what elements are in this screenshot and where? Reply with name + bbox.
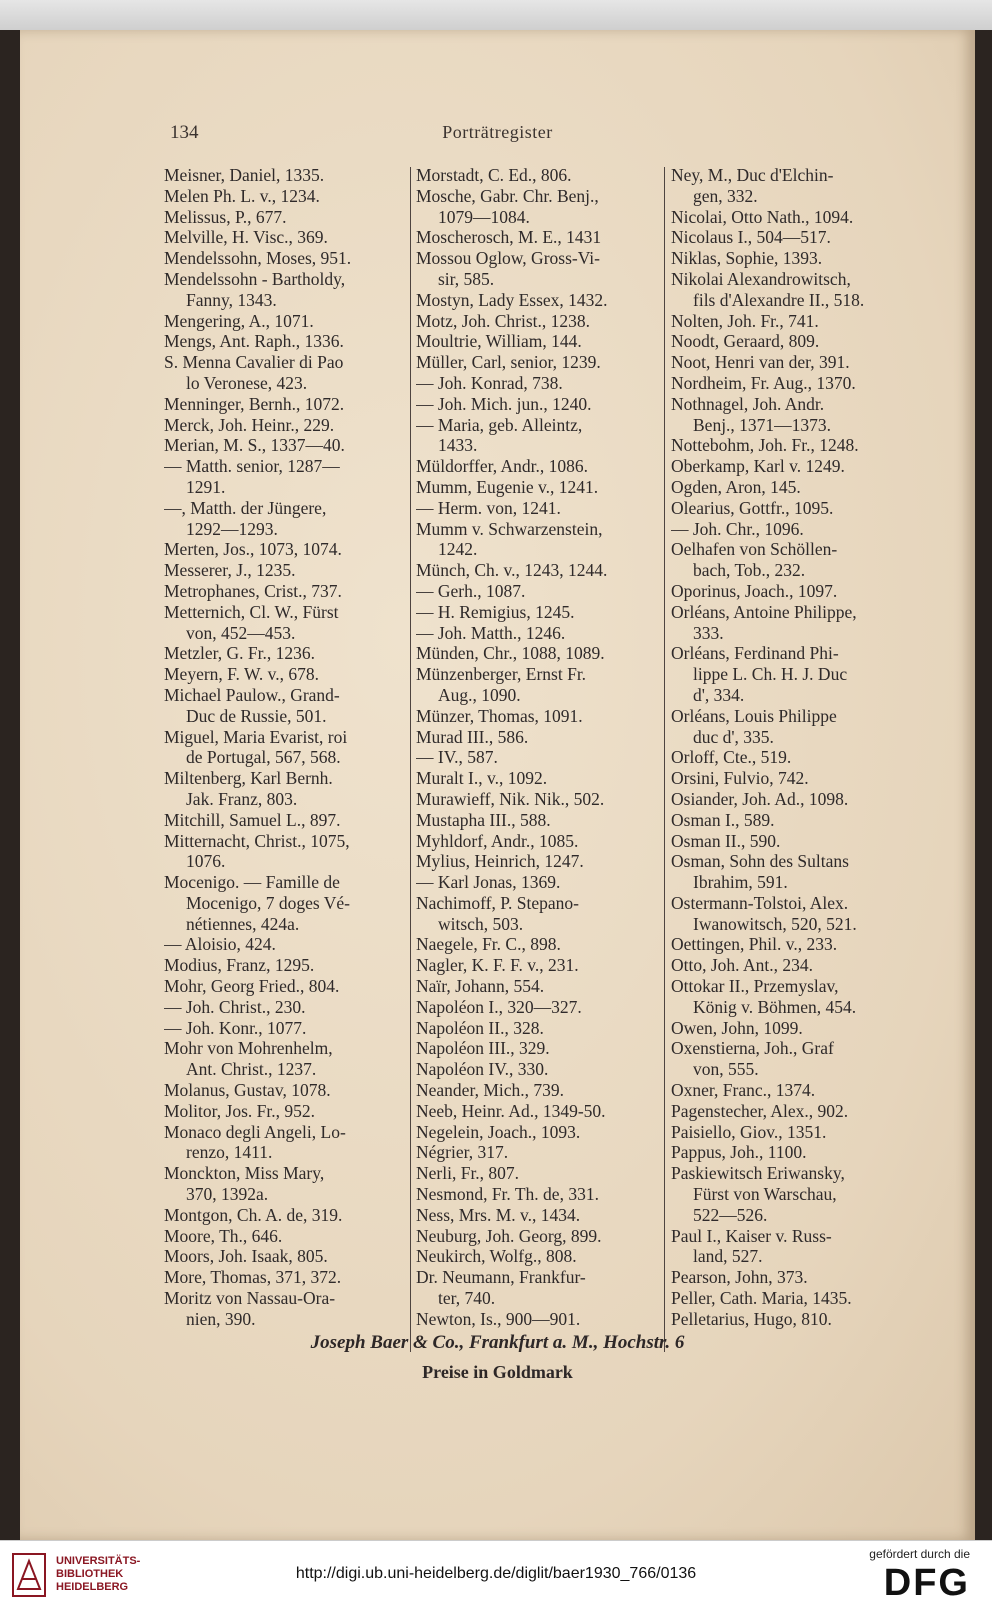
index-entry: Merck, Joh. Heinr., 229. (164, 414, 335, 435)
index-column-2 (416, 165, 661, 1355)
index-entry: Negelein, Joach., 1093. (416, 1121, 581, 1142)
index-entry: — H. Remigius, 1245. (416, 601, 575, 622)
index-entry: Pagenstecher, Alex., 902. (671, 1100, 849, 1121)
index-entry-continuation: 1292—1293. (186, 518, 278, 539)
index-entry: Modius, Franz, 1295. (164, 955, 315, 976)
index-entry-continuation: de Portugal, 567, 568. (186, 747, 341, 768)
index-entry: Miguel, Maria Evarist, roi (164, 726, 348, 747)
index-entry: Noot, Henri van der, 391. (671, 352, 850, 373)
index-entry: Mossou Oglow, Gross-Vi- (416, 248, 600, 269)
index-entry: — Maria, geb. Alleintz, (416, 414, 583, 435)
index-entry: Osman II., 590. (671, 830, 781, 851)
index-column-1 (164, 165, 404, 1355)
index-entry: Orsini, Fulvio, 742. (671, 768, 809, 789)
index-entry: Nolten, Joh. Fr., 741. (671, 310, 819, 331)
index-entry: Mostyn, Lady Essex, 1432. (416, 289, 608, 310)
index-entry: Orléans, Ferdinand Phi- (671, 643, 839, 664)
index-entry-continuation: witsch, 503. (438, 913, 524, 934)
index-entry: Neuburg, Joh. Georg, 899. (416, 1225, 602, 1246)
index-entry-continuation: gen, 332. (693, 185, 758, 206)
index-entry: Naegele, Fr. C., 898. (416, 934, 561, 955)
index-entry: Nothnagel, Joh. Andr. (671, 393, 825, 414)
index-entry: Myhldorf, Andr., 1085. (416, 830, 579, 851)
index-entry-continuation: lo Veronese, 423. (186, 372, 308, 393)
index-entry-continuation: renzo, 1411. (186, 1142, 273, 1163)
index-entry: Oxner, Franc., 1374. (671, 1080, 816, 1101)
price-note: Preise in Goldmark (422, 1362, 573, 1382)
index-column-3 (671, 165, 917, 1355)
index-entry: Montgon, Ch. A. de, 319. (164, 1204, 343, 1225)
column-divider (664, 167, 665, 1352)
index-entry: Mengering, A., 1071. (164, 310, 314, 331)
index-entry: Müller, Carl, senior, 1239. (416, 352, 601, 373)
running-head: Porträtregister (442, 122, 553, 142)
index-entry-continuation: Fürst von Warschau, (693, 1184, 837, 1205)
index-entry: Meisner, Daniel, 1335. (164, 165, 325, 185)
index-entry: — Joh. Matth., 1246. (416, 622, 566, 643)
permalink-url[interactable]: http://digi.ub.uni-heidelberg.de/diglit/baer1930_766/0136 (295, 1565, 697, 1582)
index-entry: Moscherosch, M. E., 1431 (416, 227, 602, 248)
index-entry: Moore, Th., 646. (164, 1225, 283, 1246)
index-entry: Osman, Sohn des Sultans (671, 851, 849, 872)
index-entry: Nerli, Fr., 807. (416, 1163, 520, 1184)
index-entry: Münzer, Thomas, 1091. (416, 705, 583, 726)
index-entry: More, Thomas, 371, 372. (164, 1267, 342, 1288)
index-entry-continuation: 1076. (186, 851, 226, 872)
index-entry: — Joh. Chr., 1096. (671, 518, 804, 539)
index-entry-continuation: 1079—1084. (438, 206, 530, 227)
index-entry: Ney, M., Duc d'Elchin- (671, 165, 834, 185)
index-entry: Otto, Joh. Ant., 234. (671, 955, 813, 976)
index-entry: — Joh. Konrad, 738. (416, 372, 563, 393)
index-entry-continuation: d', 334. (693, 684, 745, 705)
index-entry: Mocenigo. — Famille de (164, 872, 340, 893)
index-entry: Neukirch, Wolfg., 808. (416, 1246, 577, 1267)
index-entry: Molanus, Gustav, 1078. (164, 1080, 331, 1101)
index-entry: Paul I., Kaiser v. Russ- (671, 1225, 832, 1246)
publisher-line: Joseph Baer & Co., Frankfurt a. M., Hochstr. 6 (310, 1332, 685, 1353)
index-entry: Pelletarius, Hugo, 810. (671, 1308, 832, 1329)
index-entry: — Herm. von, 1241. (416, 497, 561, 518)
index-entry: Dr. Neumann, Frankfur- (416, 1267, 586, 1288)
index-entry: Napoléon I., 320—327. (416, 996, 582, 1017)
index-entry: Nikolai Alexandrowitsch, (671, 268, 851, 289)
index-entry: Murad III., 586. (416, 726, 529, 747)
index-entry: Melen Ph. L. v., 1234. (164, 185, 320, 206)
index-entry-continuation: nétiennes, 424a. (186, 913, 300, 934)
index-entry: Oelhafen von Schöllen- (671, 539, 838, 560)
index-entry-continuation: Ibrahim, 591. (693, 872, 788, 893)
index-entry: Peller, Cath. Maria, 1435. (671, 1288, 852, 1309)
index-entry: Mendelssohn, Moses, 951. (164, 248, 352, 269)
index-entry: Osiander, Joh. Ad., 1098. (671, 788, 849, 809)
index-entry: — Joh. Mich. jun., 1240. (416, 393, 592, 414)
column-divider (410, 167, 411, 1352)
dfg-logo: DFG (883, 1562, 970, 1604)
page-header (20, 122, 975, 152)
index-entry-continuation: sir, 585. (438, 268, 495, 289)
index-entry: Noodt, Geraard, 809. (671, 331, 820, 352)
library-name-line: BIBLIOTHEK (56, 1568, 124, 1580)
index-entry: Nordheim, Fr. Aug., 1370. (671, 372, 856, 393)
index-entry: Morstadt, C. Ed., 806. (416, 165, 572, 185)
index-entry: Menninger, Bernh., 1072. (164, 393, 345, 414)
index-entry: S. Menna Cavalier di Pao (164, 352, 344, 373)
index-entry: Moritz von Nassau-Ora- (164, 1288, 336, 1309)
index-entry-continuation: land, 527. (693, 1246, 763, 1267)
index-entry-continuation: 1291. (186, 476, 226, 497)
index-entry: Melissus, P., 677. (164, 206, 287, 227)
index-entry: Michael Paulow., Grand- (164, 684, 340, 705)
index-entry-continuation: von, 555. (693, 1059, 759, 1080)
index-entry: Oporinus, Joach., 1097. (671, 580, 838, 601)
index-entry-continuation: 333. (693, 622, 724, 643)
index-entry-continuation: Aug., 1090. (438, 684, 521, 705)
index-entry: Nachimoff, P. Stepano- (416, 892, 579, 913)
index-entry: Meyern, F. W. v., 678. (164, 664, 319, 685)
index-entry: Muralt I., v., 1092. (416, 768, 548, 789)
index-entry: Napoléon III., 329. (416, 1038, 550, 1059)
index-entry: Münzenberger, Ernst Fr. (416, 664, 587, 685)
index-entry-continuation: Fanny, 1343. (186, 289, 277, 310)
index-entry: — Karl Jonas, 1369. (416, 872, 561, 893)
index-entry: Olearius, Gottfr., 1095. (671, 497, 834, 518)
index-entry: Naïr, Johann, 554. (416, 976, 545, 997)
index-entry: Neander, Mich., 739. (416, 1080, 565, 1101)
index-entry: — Matth. senior, 1287— (164, 456, 340, 477)
index-entry: Niklas, Sophie, 1393. (671, 248, 823, 269)
index-entry: Paisiello, Giov., 1351. (671, 1121, 827, 1142)
index-entry-continuation: Jak. Franz, 803. (186, 788, 298, 809)
index-entry: Owen, John, 1099. (671, 1017, 803, 1038)
index-entry: Napoléon IV., 330. (416, 1059, 549, 1080)
index-entry-continuation: König v. Böhmen, 454. (693, 996, 857, 1017)
index-entry: Ogden, Aron, 145. (671, 476, 801, 497)
index-entry: Merian, M. S., 1337—40. (164, 435, 345, 456)
index-entry: Mohr, Georg Fried., 804. (164, 976, 340, 997)
index-entry: Müldorffer, Andr., 1086. (416, 456, 589, 477)
index-entry: — Aloisio, 424. (164, 934, 276, 955)
index-entry-continuation: ter, 740. (438, 1288, 496, 1309)
index-entry: Newton, Is., 900—901. (416, 1308, 581, 1329)
index-entry-continuation: 370, 1392a. (186, 1184, 269, 1205)
index-entry: Mitternacht, Christ., 1075, (164, 830, 350, 851)
index-entry-continuation: Ant. Christ., 1237. (186, 1059, 317, 1080)
page-number: 134 (170, 122, 199, 143)
index-entry: Oettingen, Phil. v., 233. (671, 934, 838, 955)
index-entry: Mosche, Gabr. Chr. Benj., (416, 185, 599, 206)
index-entry: Murawieff, Nik. Nik., 502. (416, 788, 605, 809)
index-entry: Ostermann-Tolstoi, Alex. (671, 892, 849, 913)
index-entry-continuation: Mocenigo, 7 doges Vé- (186, 892, 350, 913)
index-entry-continuation: nien, 390. (186, 1308, 256, 1329)
index-entry-continuation: fils d'Alexandre II., 518. (693, 289, 865, 310)
index-entry-continuation: 1433. (438, 435, 478, 456)
index-entry: Monckton, Miss Mary, (164, 1163, 325, 1184)
index-entry: Paskiewitsch Eriwansky, (671, 1163, 845, 1184)
index-entry-continuation: Iwanowitsch, 520, 521. (693, 913, 857, 934)
index-entry: Motz, Joh. Christ., 1238. (416, 310, 591, 331)
index-entry: Mitchill, Samuel L., 897. (164, 809, 341, 830)
index-entry: Ness, Mrs. M. v., 1434. (416, 1204, 581, 1225)
index-entry: Mendelssohn - Bartholdy, (164, 268, 346, 289)
index-entry: Mylius, Heinrich, 1247. (416, 851, 584, 872)
index-entry: — IV., 587. (416, 747, 498, 768)
index-entry: Neeb, Heinr. Ad., 1349-50. (416, 1100, 606, 1121)
index-entry: Messerer, J., 1235. (164, 560, 296, 581)
index-entry: Metternich, Cl. W., Fürst (164, 601, 339, 622)
index-entry: —, Matth. der Jüngere, (164, 497, 327, 518)
index-entry: Monaco degli Angeli, Lo- (164, 1121, 346, 1142)
index-entry-continuation: Benj., 1371—1373. (693, 414, 832, 435)
index-entry: Moultrie, William, 144. (416, 331, 582, 352)
library-name-line: UNIVERSITÄTS- (56, 1555, 141, 1567)
index-entry: Pappus, Joh., 1100. (671, 1142, 807, 1163)
index-entry: Mustapha III., 588. (416, 809, 551, 830)
sponsor-caption: gefördert durch die (869, 1547, 970, 1561)
index-entry-continuation: 522—526. (693, 1204, 768, 1225)
index-entry: Molitor, Jos. Fr., 952. (164, 1100, 315, 1121)
library-name-line: HEIDELBERG (56, 1581, 129, 1593)
index-entry: Oxenstierna, Joh., Graf (671, 1038, 834, 1059)
index-entry: Moors, Joh. Isaak, 805. (164, 1246, 328, 1267)
index-entry: Nesmond, Fr. Th. de, 331. (416, 1184, 599, 1205)
scan-top-edge (0, 0, 992, 30)
index-entry: Miltenberg, Karl Bernh. (164, 768, 333, 789)
index-entry: Nicolaus I., 504—517. (671, 227, 831, 248)
index-entry-continuation: duc d', 335. (693, 726, 774, 747)
index-entry-continuation: 1242. (438, 539, 478, 560)
index-entry: Osman I., 589. (671, 809, 775, 830)
index-entry: Melville, H. Visc., 369. (164, 227, 328, 248)
index-entry: Pearson, John, 373. (671, 1267, 808, 1288)
index-entry: Napoléon II., 328. (416, 1017, 544, 1038)
index-entry-continuation: von, 452—453. (186, 622, 296, 643)
index-entry: Nicolai, Otto Nath., 1094. (671, 206, 854, 227)
book-page (20, 30, 975, 1540)
index-entry-continuation: Duc de Russie, 501. (186, 705, 327, 726)
index-entry: Merten, Jos., 1073, 1074. (164, 539, 342, 560)
index-entry: Ottokar II., Przemyslav, (671, 976, 839, 997)
index-entry: Metzler, G. Fr., 1236. (164, 643, 315, 664)
index-entry: Mumm v. Schwarzenstein, (416, 518, 603, 539)
index-entry: — Gerh., 1087. (416, 580, 526, 601)
index-entry: Münch, Ch. v., 1243, 1244. (416, 560, 608, 581)
index-entry: Orléans, Antoine Philippe, (671, 601, 857, 622)
index-entry-continuation: bach, Tob., 232. (693, 560, 806, 581)
index-entry: Oberkamp, Karl v. 1249. (671, 456, 845, 477)
index-entry: Mohr von Mohrenhelm, (164, 1038, 333, 1059)
index-entry: Négrier, 317. (416, 1142, 509, 1163)
digitization-bar (0, 1540, 992, 1611)
index-entry: Münden, Chr., 1088, 1089. (416, 643, 605, 664)
index-entry: Nottebohm, Joh. Fr., 1248. (671, 435, 859, 456)
index-entry: — Joh. Konr., 1077. (164, 1017, 307, 1038)
index-entry: Orléans, Louis Philippe (671, 705, 837, 726)
index-entry: Mumm, Eugenie v., 1241. (416, 476, 599, 497)
index-entry: — Joh. Christ., 230. (164, 996, 306, 1017)
index-entry: Orloff, Cte., 519. (671, 747, 792, 768)
index-entry: Mengs, Ant. Raph., 1336. (164, 331, 344, 352)
index-entry: Nagler, K. F. F. v., 231. (416, 955, 579, 976)
index-entry-continuation: lippe L. Ch. H. J. Duc (693, 664, 848, 685)
index-entry: Metrophanes, Crist., 737. (164, 580, 342, 601)
